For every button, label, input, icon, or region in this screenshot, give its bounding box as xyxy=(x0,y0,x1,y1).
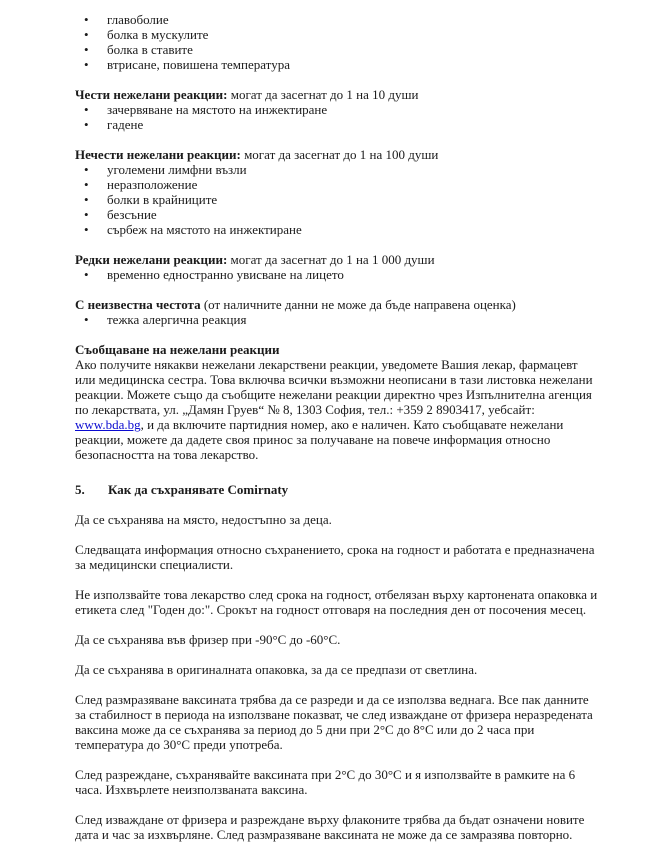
unknown-frequency-group xyxy=(75,297,600,327)
list-item-text: болка в мускулите xyxy=(107,27,209,42)
rare-frequency-heading xyxy=(75,252,600,267)
bda-website-link[interactable]: www.bda.bg xyxy=(75,417,141,432)
list-item xyxy=(75,267,600,282)
bullet-icon: • xyxy=(84,312,89,327)
list-item xyxy=(75,192,600,207)
rare-reactions-group xyxy=(75,252,600,282)
list-item xyxy=(75,117,600,132)
reporting-heading: Съобщаване на нежелани реакции xyxy=(75,342,280,357)
list-item-text: гадене xyxy=(107,117,144,132)
common-frequency-heading xyxy=(75,87,600,102)
list-item xyxy=(75,12,600,27)
bullet-icon: • xyxy=(84,162,89,177)
section-number: 5. xyxy=(75,482,85,497)
list-item-text: тежка алергична реакция xyxy=(107,312,247,327)
bullet-icon: • xyxy=(84,207,89,222)
very-common-reactions-list xyxy=(75,12,600,72)
storage-paragraph-hcp-info: Следващата информация относно съхранението, срока на годност и работата е предназначена за медицински специалисти. xyxy=(75,542,595,572)
unknown-frequency-heading xyxy=(75,297,600,312)
storage-paragraph-keep-from-children: Да се съхранява на място, недостъпно за деца. xyxy=(75,512,332,527)
frequency-description: могат да засегнат до 1 на 10 души xyxy=(227,87,419,102)
common-reactions-list xyxy=(75,102,600,132)
bullet-icon: • xyxy=(84,27,89,42)
list-item xyxy=(75,162,600,177)
list-item xyxy=(75,27,600,42)
list-item xyxy=(75,57,600,72)
bullet-icon: • xyxy=(84,117,89,132)
frequency-label: Нечести нежелани реакции: xyxy=(75,147,241,162)
list-item-text: главоболие xyxy=(107,12,169,27)
list-item-text: неразположение xyxy=(107,177,198,192)
frequency-description: (от наличните данни не може да бъде направена оценка) xyxy=(200,297,516,312)
list-item-text: сърбеж на мястото на инжектиране xyxy=(107,222,302,237)
section-5-heading xyxy=(75,482,600,497)
reporting-text-before-link: Ако получите някакви нежелани лекарствени реакции, уведомете Вашия лекар, фармацевт или медицинска сестра. Това включва всички възможни неописани в тази листовка нежелани реакции. Можете също да съобщите нежелани реакции директно чрез Изпълнителна агенция по лекарствата, ул. „Дамян Груев“ № 8, 1303 София, тел.: +359 2 8903417, уебсайт: xyxy=(75,357,593,417)
list-item xyxy=(75,102,600,117)
storage-paragraph-thawing: След размразяване ваксината трябва да се разреди и да се използва веднага. Все пак данните за стабилност в периода на използване показват, че след изваждане от фризера неразредената ваксина може да се съхранява за период до 5 дни при 2°C до 8°C или до 2 часа при температура до 30°C преди употреба. xyxy=(75,692,593,752)
bullet-icon: • xyxy=(84,57,89,72)
frequency-label: Редки нежелани реакции: xyxy=(75,252,228,267)
list-item-text: болка в ставите xyxy=(107,42,193,57)
frequency-description: могат да засегнат до 1 на 1 000 души xyxy=(227,252,435,267)
list-item-text: уголемени лимфни възли xyxy=(107,162,247,177)
list-item xyxy=(75,207,600,222)
frequency-label: С неизвестна честота xyxy=(75,297,201,312)
storage-paragraph-original-package: Да се съхранява в оригиналната опаковка, за да се предпази от светлина. xyxy=(75,662,478,677)
bullet-icon: • xyxy=(84,12,89,27)
list-item-text: зачервяване на мястото на инжектиране xyxy=(107,102,328,117)
list-item-text: безсъние xyxy=(107,207,157,222)
storage-paragraph-freezer-temp: Да се съхранява във фризер при -90°C до -60°C. xyxy=(75,632,341,647)
list-item xyxy=(75,312,600,327)
uncommon-reactions-list xyxy=(75,162,600,237)
reporting-paragraph xyxy=(75,357,600,462)
common-reactions-group xyxy=(75,87,600,132)
list-item-text: временно едностранно увисване на лицето xyxy=(107,267,344,282)
bullet-icon: • xyxy=(84,42,89,57)
bullet-icon: • xyxy=(84,267,89,282)
uncommon-reactions-group xyxy=(75,147,600,237)
bullet-icon: • xyxy=(84,177,89,192)
list-item xyxy=(75,177,600,192)
bullet-icon: • xyxy=(84,192,89,207)
uncommon-frequency-heading xyxy=(75,147,600,162)
section-title: Как да съхранявате Comirnaty xyxy=(108,482,289,497)
storage-paragraph-expiry: Не използвайте това лекарство след срока на годност, отбелязан върху картонената опаковка и етикета след "Годен до:". Срокът на годност отговаря на последния ден от посочения месец. xyxy=(75,587,598,617)
list-item-text: болки в крайниците xyxy=(107,192,218,207)
frequency-description: могат да засегнат до 1 на 100 души xyxy=(240,147,439,162)
list-item xyxy=(75,42,600,57)
bullet-icon: • xyxy=(84,222,89,237)
unknown-frequency-list xyxy=(75,312,600,327)
rare-reactions-list xyxy=(75,267,600,282)
reporting-text-after-link: , и да включите партидния номер, ако е наличен. Като съобщавате нежелани реакции, можете да дадете своя принос за получаване на повече информация относно безопасността на това лекарство. xyxy=(75,417,564,462)
storage-paragraph-after-dilution: След разреждане, съхранявайте ваксината при 2°C до 30°C и я използвайте в рамките на 6 часа. Изхвърлете неизползваната ваксина. xyxy=(75,767,576,797)
storage-paragraph-labeling: След изваждане от фризера и разреждане върху флаконите трябва да бъдат означени новите дата и час за изхвърляне. След размразяване ваксината не може да се замразява повторно. xyxy=(75,812,585,842)
frequency-label: Чести нежелани реакции: xyxy=(75,87,228,102)
list-item xyxy=(75,222,600,237)
reporting-section xyxy=(75,342,600,462)
list-item-text: втрисане, повишена температура xyxy=(107,57,290,72)
bullet-icon: • xyxy=(84,102,89,117)
